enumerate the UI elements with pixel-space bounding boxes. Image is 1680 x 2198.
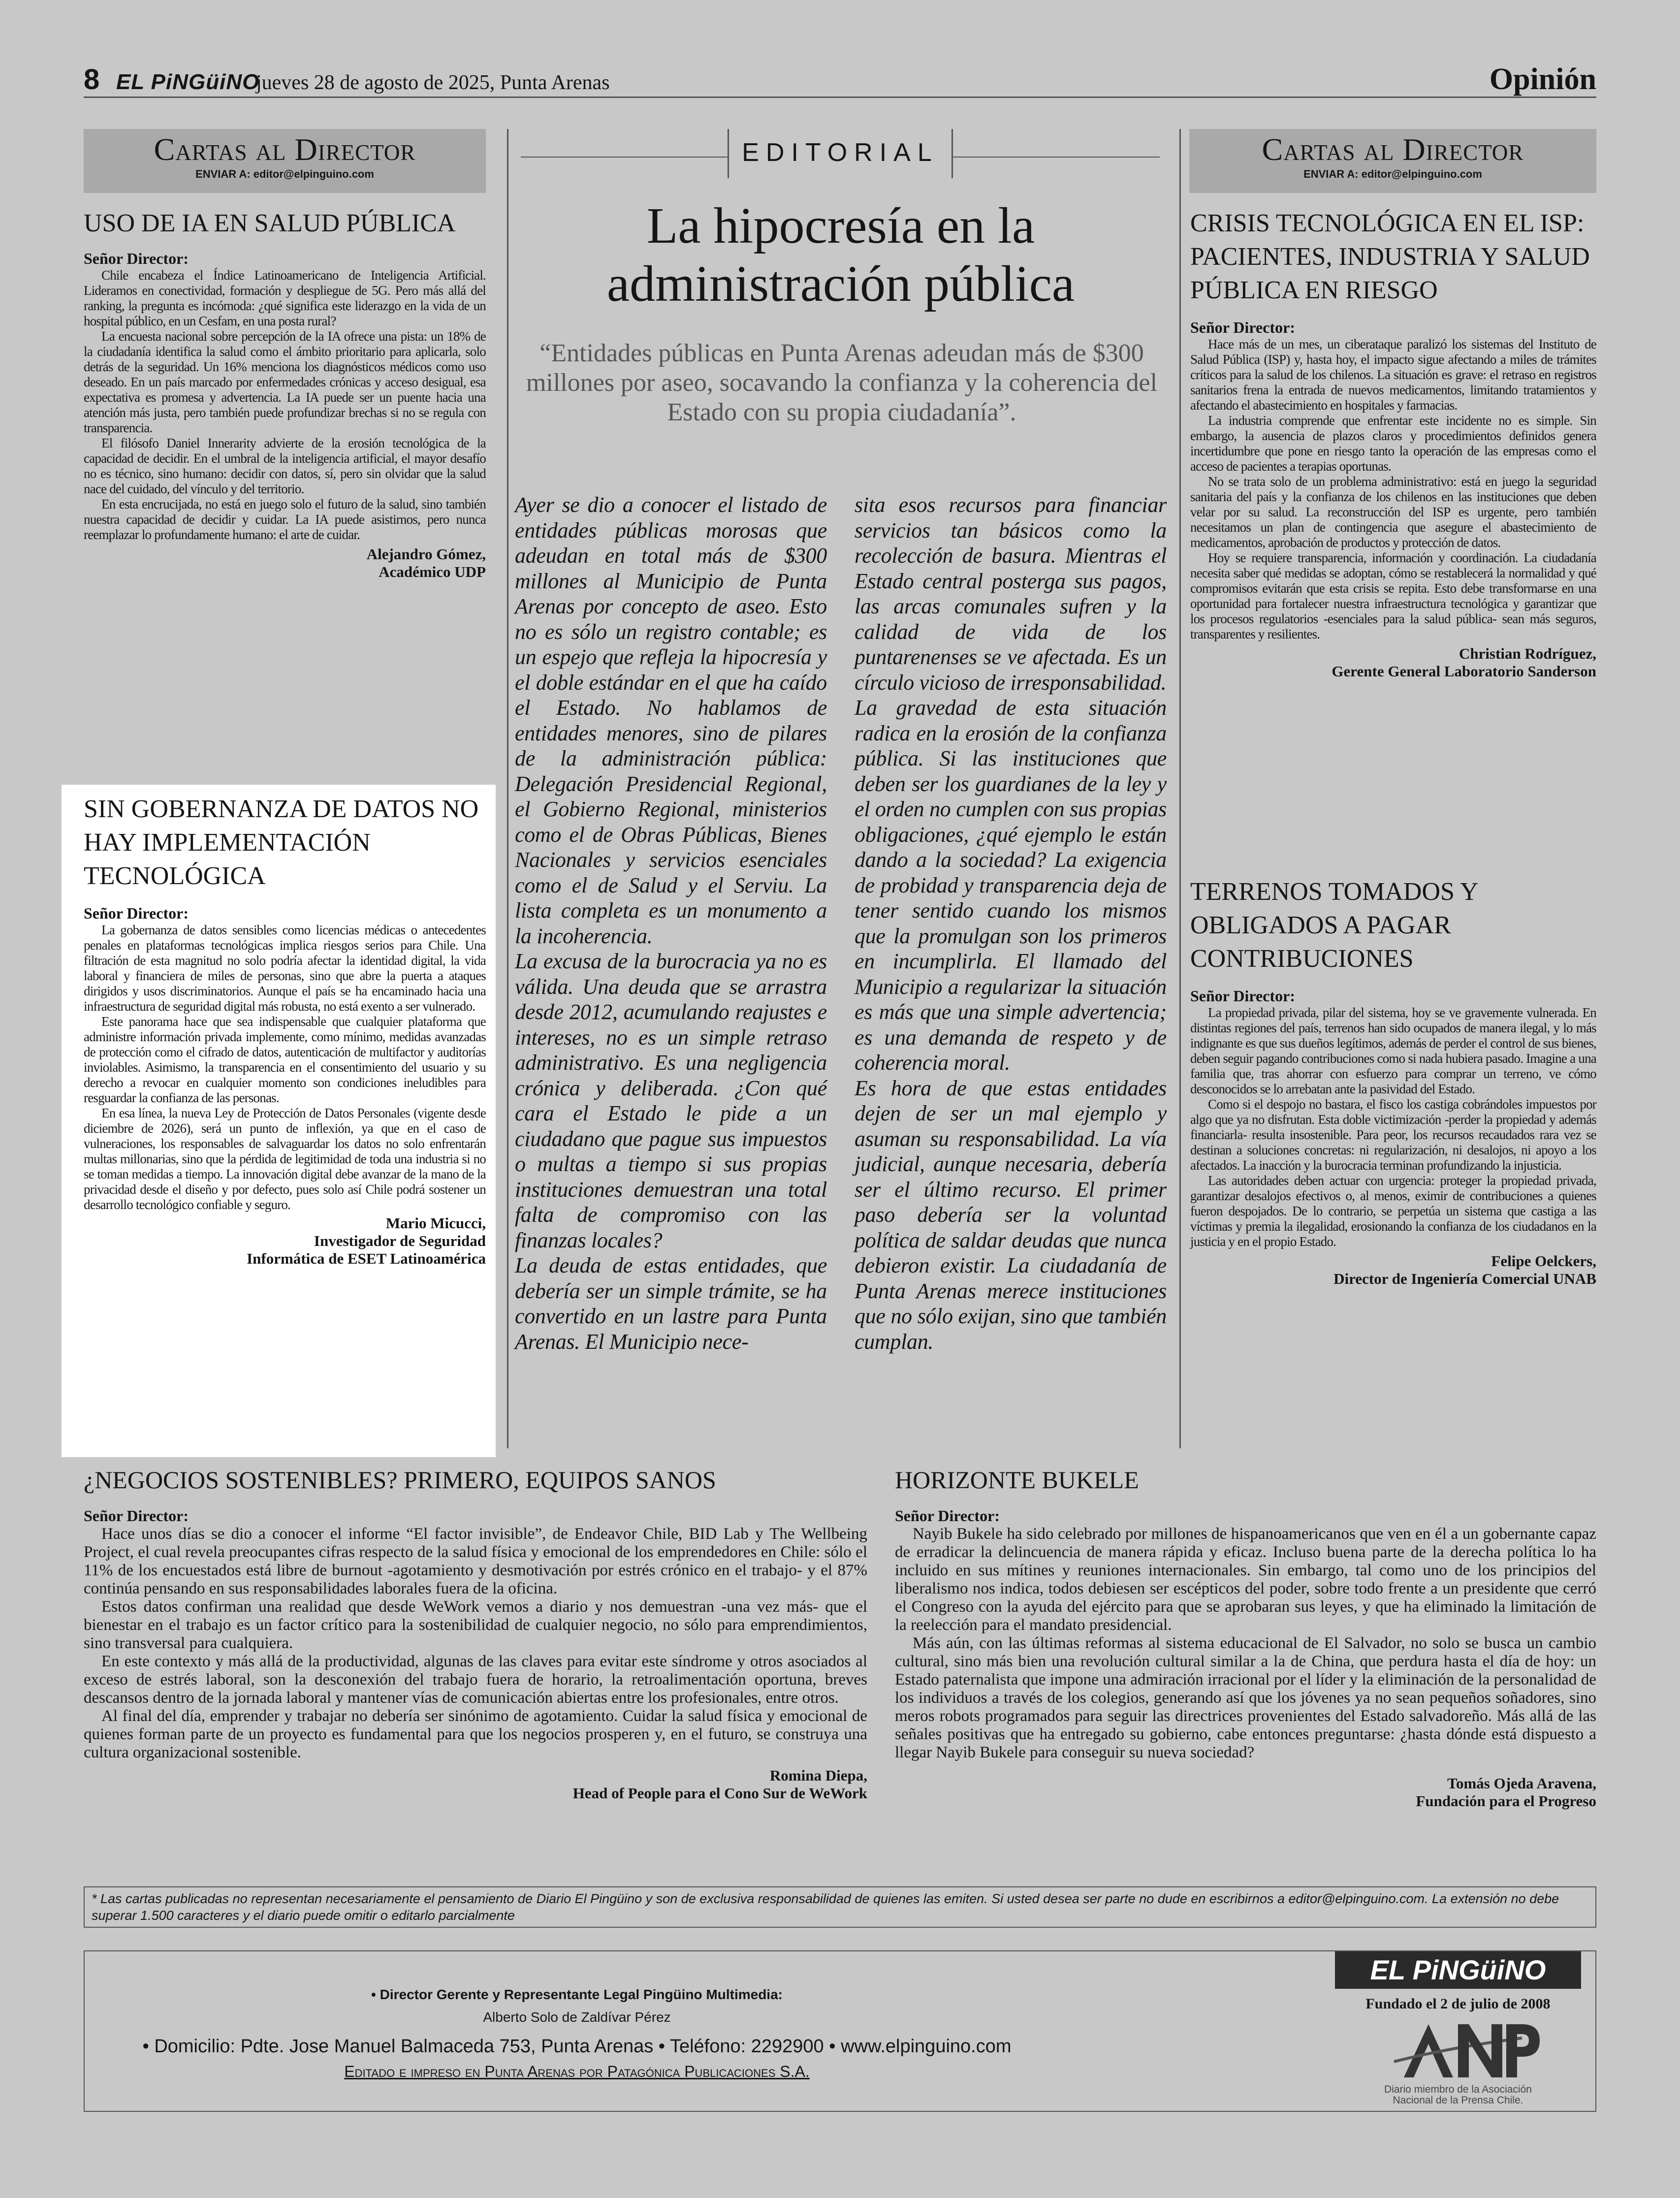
- letter-body: [895, 1525, 1596, 1762]
- salutation: Señor Director:: [895, 1507, 1000, 1525]
- editorial-rule-right: [953, 157, 1160, 158]
- signature-name: Tomás Ojeda Aravena,: [1447, 1775, 1596, 1792]
- cartas-email-left: ENVIAR A: editor@elpinguino.com: [195, 168, 374, 180]
- paragraph: Este panorama hace que sea indispensable que cualquier plataforma que administre información privada implemente, como mínimo, medidas avanzadas de protección como el cifrado de datos, autenticación de multifactor y auditorías inviolables. Asimismo, la transparencia en el consentimiento del usuario y su derecho a revocar en cualquier momento son condiciones ineludibles para resguardar la confianza de las personas.: [84, 1014, 486, 1105]
- signature-name: Mario Micucci,: [385, 1214, 486, 1232]
- cartas-title-right: Cartas al Director: [1262, 132, 1524, 167]
- paragraph: Como si el despojo no bastara, el fisco los castiga cobrándoles impuestos por algo que ya no disfrutan. Esta doble victimización -perder la propiedad y además financiarla- resulta insostenible. Para peor, los recursos recaudados rara vez se destinan a soluciones concretas: ni regularización, ni desalojos, ni apoyo a los afectados. La inacción y la burocracia terminan profundizando la injusticia.: [1190, 1097, 1596, 1173]
- salutation: Señor Director:: [1190, 987, 1295, 1005]
- letter-body: [84, 1525, 867, 1762]
- column-rule-left: [507, 129, 508, 1448]
- paragraph: sita esos recursos para financiar servicios tan básicos como la recolección de basura. Mientras el Estado central posterga sus pagos, las arcas comunales sufren y la calidad de vida de los puntarenenses se ve afectada. Es un círculo vicioso de irresponsabilidad.: [855, 493, 1167, 695]
- signature-role: Director de Ingeniería Comercial UNAB: [1333, 1270, 1596, 1287]
- brand-name: EL PiNGüiNO: [116, 70, 260, 94]
- cartas-email-right: ENVIAR A: editor@elpinguino.com: [1303, 168, 1482, 180]
- signature: [1190, 1252, 1596, 1288]
- signature-name: Felipe Oelckers,: [1491, 1252, 1596, 1270]
- salutation: Señor Director:: [1190, 319, 1295, 336]
- founded-date: Fundado el 2 de julio de 2008: [1365, 1996, 1551, 2012]
- paragraph: No se trata solo de un problema administrativo: está en juego la seguridad sanitaria del país y la confianza de los chilenos en las instituciones que deben velar por su salud. La reconstrucción del ISP es urgente, pero también necesitamos un plan de contingencia que asegure el abastecimiento de medicamentos, aprobación de productos y protección de datos.: [1190, 474, 1596, 550]
- cartas-header-right: [1189, 129, 1596, 193]
- editorial-column-2: [855, 492, 1167, 1354]
- disclaimer-box: [84, 1886, 1596, 1928]
- paragraph: La gobernanza de datos sensibles como licencias médicas o antecedentes penales en plataformas tecnológicas implica riesgos serios para Chile. Una filtración de esta magnitud no solo podría afectar la identidad digital, la vida laboral y financiera de miles de personas, sino que abre la puerta a ataques dirigidos y usos discriminatorios. Aunque el país se ha encaminado hacia una infraestructura de seguridad digital más robusta, no está exento a ser vulnerado.: [84, 923, 486, 1014]
- section-title: Opinión: [1489, 63, 1596, 96]
- letter-title: SIN GOBERNANZA DE DATOS NO HAY IMPLEMENTACIÓN TECNOLÓGICA: [84, 795, 479, 890]
- anp-logo-icon: [1374, 2018, 1542, 2082]
- editorial-column-1: [515, 492, 827, 1354]
- signature-org: Informática de ESET Latinoamérica: [247, 1250, 486, 1267]
- paragraph: Chile encabeza el Índice Latinoamericano de Inteligencia Artificial. Lideramos en conectividad, formación y despliegue de 5G. Pero más allá del ranking, la pregunta es incómoda: ¿qué significa este liderazgo en la vida de un hospital público, en un Cesfam, en una posta rural?: [84, 268, 486, 328]
- anp-caption: [1345, 2084, 1571, 2106]
- column-rule-right: [1179, 129, 1181, 1448]
- anp-caption-line: Nacional de la Prensa Chile.: [1393, 2095, 1523, 2106]
- letter-crisis-isp: [1190, 207, 1596, 680]
- cartas-title-left: Cartas al Director: [154, 132, 416, 167]
- paragraph: Es hora de que estas entidades dejen de ser un mal ejemplo y asuman su responsabilidad. La vía judicial, aunque necesaria, debería ser el último recurso. El primer paso debería ser la voluntad política de saldar deudas que nunca debieron existir. La ciudadanía de Punta Arenas merece instituciones que no sólo exijan, sino que también cumplan.: [855, 1076, 1167, 1354]
- anp-logo: [1374, 2018, 1542, 2082]
- paragraph: La encuesta nacional sobre percepción de la IA ofrece una pista: un 18% de la ciudadanía identifica la salud como el ámbito prioritario para aplicarla, solo detrás de la seguridad. Un 16% menciona los diagnósticos médicos como uso deseado. En un país marcado por enfermedades crónicas y acceso desigual, esa expectativa es promesa y advertencia. La IA puede ser un puente hacia una atención más justa, pero también puede profundizar brechas si no se regula con transparencia.: [84, 329, 486, 435]
- signature-name: Christian Rodríguez,: [1459, 645, 1596, 662]
- salutation: Señor Director:: [84, 250, 189, 267]
- paragraph: Al final del día, emprender y trabajar no debería ser sinónimo de agotamiento. Cuidar la salud física y emocional de quienes forman parte de un proyecto es fundamental para que los negocios prosperen y, en el futuro, se construya una cultura organizacional sostenible.: [84, 1707, 867, 1761]
- anp-caption-line: Diario miembro de la Asociación: [1384, 2084, 1532, 2095]
- letter-horizonte-bukele: [895, 1463, 1596, 1810]
- letter-terrenos-tomados: [1190, 875, 1596, 1288]
- signature-name: Alejandro Gómez,: [366, 545, 486, 563]
- editorial-rule-left: [521, 157, 728, 158]
- paragraph: Las autoridades deben actuar con urgencia: proteger la propiedad privada, garantizar desalojos efectivos o, al menos, eximir de contribuciones a quienes fueron despojados. De lo contrario, se perpetúa un sistema que castiga a las víctimas y premia la ilegalidad, erosionando la confianza de los ciudadanos en la justicia y en el propio Estado.: [1190, 1173, 1596, 1249]
- signature-role: Investigador de Seguridad: [314, 1232, 486, 1249]
- brand-logo: EL PiNGüiNO: [1335, 1951, 1581, 1989]
- paragraph: En este contexto y más allá de la productividad, algunas de las claves para evitar este síndrome y otros asociados al exceso de estrés laboral, son la desconexión del trabajo fuera de horario, la retroalimentación oportuna, breves descansos dentro de la jornada laboral y mantener vías de comunicación abiertas entre los profesionales, entre otros.: [84, 1653, 867, 1707]
- signature: [84, 1214, 486, 1268]
- signature: [895, 1775, 1596, 1810]
- director-name: Alberto Solo de Zaldívar Pérez: [483, 2009, 671, 2025]
- header-rule: [84, 96, 1596, 98]
- paragraph: La deuda de estas entidades, que debería ser un simple trámite, se ha convertido en un lastre para Punta Arenas. El Municipio nece-: [515, 1253, 827, 1354]
- director-label: • Director Gerente y Representante Legal Pingüino Multimedia:: [371, 1987, 783, 2002]
- paragraph: Hace más de un mes, un ciberataque paralizó los sistemas del Instituto de Salud Pública (ISP) y, hasta hoy, el impacto sigue afectando a miles de trámites críticos para la salud de los chilenos. La situación es grave: el retraso en registros sanitarios frena la entrada de nuevos medicamentos, limitando tratamientos y afectando el abastecimiento en hospitales y farmacias.: [1190, 337, 1596, 413]
- letter-body: [84, 268, 486, 542]
- signature-name: Romina Diepa,: [769, 1767, 867, 1784]
- letter-gobernanza-datos: [84, 793, 486, 1268]
- paragraph: En esta encrucijada, no está en juego solo el futuro de la salud, sino también nuestra capacidad de decidir y cuidar. La IA puede asistirnos, pero nunca reemplazar lo profundamente humano: el arte de cuidar.: [84, 497, 486, 542]
- signature: [84, 545, 486, 581]
- letter-negocios-sostenibles: [84, 1463, 867, 1802]
- salutation: Señor Director:: [84, 1507, 189, 1525]
- paragraph: La propiedad privada, pilar del sistema, hoy se ve gravemente vulnerada. En distintas regiones del país, terrenos han sido ocupados de manera ilegal, y lo más indignante es que sus dueños legítimos, además de perder el control de sus bienes, deben seguir pagando contribuciones como si nada hubiera pasado. Imagine a una familia que, tras ahorrar con esfuerzo para comprar un terreno, ve cómo desconocidos se lo arrebatan ante la pasividad del Estado.: [1190, 1005, 1596, 1096]
- footer-box: [84, 1950, 1596, 2112]
- signature-role: Head of People para el Cono Sur de WeWork: [572, 1784, 867, 1802]
- paragraph: Estos datos confirman una realidad que desde WeWork vemos a diario y nos demuestran -una vez más- que el bienestar en el trabajo es un factor crítico para la sostenibilidad de cualquier negocio, no sólo para emprendimientos, sino transversal para cualquiera.: [84, 1598, 867, 1652]
- letter-title: HORIZONTE BUKELE: [895, 1466, 1139, 1494]
- signature-role: Gerente General Laboratorio Sanderson: [1331, 663, 1596, 680]
- signature: [1190, 645, 1596, 680]
- editorial-label-box: [728, 129, 953, 178]
- cartas-header-left: [84, 129, 486, 193]
- salutation: Señor Director:: [84, 904, 189, 922]
- signature: [84, 1767, 867, 1802]
- signature-role: Fundación para el Progreso: [1416, 1792, 1596, 1810]
- letter-body: [84, 923, 486, 1212]
- letter-body: [1190, 337, 1596, 642]
- editorial-headline: La hipocresía en la administración pública: [606, 197, 1075, 312]
- letter-title: ¿NEGOCIOS SOSTENIBLES? PRIMERO, EQUIPOS SANOS: [84, 1466, 716, 1494]
- paragraph: Ayer se dio a conocer el listado de entidades públicas morosas que adeudan en total más de $300 millones al Municipio de Punta Arenas por concepto de aseo. Esto no es sólo un registro contable; es un espejo que refleja la hipocresía y el doble estándar en el que ha caído el Estado. No hablamos de entidades menores, sino de pilares de la administración pública: Delegación Presidencial Regional, el Gobierno Regional, ministerios como el de Obras Públicas, Bienes Nacionales y servicios esenciales como el de Salud y el Serviu. La lista completa es un monumento a la incoherencia.: [515, 493, 827, 948]
- letter-body: [1190, 1005, 1596, 1249]
- letter-title: USO DE IA EN SALUD PÚBLICA: [84, 209, 456, 237]
- paragraph: Más aún, con las últimas reformas al sistema educacional de El Salvador, no solo se busca un cambio cultural, sino más bien una revolución cultural similar a la de China, que perdura hasta el día de hoy: un Estado paternalista que impone una admiración irracional por el líder y la eliminación de la personalidad de los individuos a través de los colegios, generando así que los jóvenes ya no sean pequeños soñadores, sino meros robots programados para seguir las directrices provenientes del Estado salvadoreño. Más allá de las señales positivas que ha entregado su gobierno, cabe entonces preguntarse: ¿hasta dónde está dispuesto a llegar Nayib Bukele para conseguir su nueva sociedad?: [895, 1634, 1596, 1761]
- signature-role: Académico UDP: [379, 563, 486, 580]
- letter-title: CRISIS TECNOLÓGICA EN EL ISP: PACIENTES, INDUSTRIA Y SALUD PÚBLICA EN RIESGO: [1190, 209, 1590, 304]
- paragraph: En esa línea, la nueva Ley de Protección de Datos Personales (vigente desde diciembre de 2026), será un punto de inflexión, ya que en el caso de vulneraciones, los responsables de salvaguardar los datos no solo enfrentarán multas millonarias, sino que la pérdida de legitimidad de toda una industria si no se toman medidas a tiempo. La innovación digital debe avanzar de la mano de la privacidad desde el diseño y por defecto, pues solo así Chile podrá sostener un desarrollo tecnológico confiable y seguro.: [84, 1106, 486, 1212]
- paragraph: Hoy se requiere transparencia, información y coordinación. La ciudadanía necesita saber qué medidas se adoptan, cómo se restablecerá la normalidad y qué compromisos evitarán que esta crisis se repita. Esto debe transformarse en una oportunidad para fortalecer nuestra infraestructura tecnológica y garantizar que los procesos regulatorios -esenciales para la salud pública- sean más seguros, transparentes y resilientes.: [1190, 550, 1596, 641]
- paragraph: La excusa de la burocracia ya no es válida. Una deuda que se arrastra desde 2012, acumulando reajustes e intereses, no es un simple retraso administrativo. Es una negligencia crónica y deliberada. ¿Con qué cara el Estado le pide a un ciudadano que pague sus impuestos o multas a tiempo si sus propias instituciones demuestran una total falta de compromiso con las finanzas locales?: [515, 949, 827, 1252]
- date-line: jueves 28 de agosto de 2025, Punta Arenas: [256, 71, 610, 94]
- footer-address: • Domicilio: Pdte. Jose Manuel Balmaceda 753, Punta Arenas • Teléfono: 2292900 • www.elpinguino.com: [142, 2036, 1012, 2057]
- printed-by: Editado e impreso en Punta Arenas por Patagónica Publicaciones S.A.: [344, 2063, 810, 2080]
- letter-ia-salud: [84, 207, 486, 581]
- page-number: 8: [84, 64, 100, 96]
- editorial-label: EDITORIAL: [742, 138, 939, 167]
- paragraph: El filósofo Daniel Innerarity advierte de la erosión tecnológica de la capacidad de decidir. En el umbral de la inteligencia artificial, el mayor desafío no es técnico, sino humano: decidir con datos, sí, pero sin olvidar que la salud nace del cuidado, del vínculo y del territorio.: [84, 436, 486, 496]
- paragraph: La industria comprende que enfrentar este incidente no es simple. Sin embargo, la ausencia de plazos claros y procedimientos definidos genera incertidumbre que pone en riesgo tanto la operación de las empresas como el acceso de pacientes a terapias oportunas.: [1190, 413, 1596, 474]
- paragraph: La gravedad de esta situación radica en la erosión de la confianza pública. Si las instituciones que deben ser los guardianes de la ley y el orden no cumplen con sus propias obligaciones, ¿qué ejemplo le están dando a la sociedad? La exigencia de probidad y transparencia deja de tener sentido cuando los mismos que la promulgan son los primeros en incumplirla. El llamado del Municipio a regularizar la situación es más que una simple advertencia; es una demanda de respeto y de coherencia moral.: [855, 696, 1167, 1075]
- editorial-pull-quote: “Entidades públicas en Punta Arenas adeudan más de $300 millones por aseo, socavando la confianza y la coherencia del Estado con su propia ciudadanía”.: [526, 339, 1158, 426]
- paragraph: Hace unos días se dio a conocer el informe “El factor invisible”, de Endeavor Chile, BID Lab y The Wellbeing Project, el cual revela preocupantes cifras respecto de la salud física y emocional de los emprendedores en Chile: sólo el 11% de los encuestados está libre de burnout -agotamiento y desmotivación por estrés crónico en el trabajo- y el 87% continúa pensando en sus responsabilidades laborales fuera de la oficina.: [84, 1525, 867, 1597]
- letter-title: TERRENOS TOMADOS Y OBLIGADOS A PAGAR CONTRIBUCIONES: [1190, 878, 1478, 973]
- paragraph: Nayib Bukele ha sido celebrado por millones de hispanoamericanos que ven en él a un gobernante capaz de erradicar la delincuencia de manera rápida y eficaz. Incluso buena parte de la derecha política lo ha incluido en sus mítines y reuniones internacionales. Sin embargo, tal como uno de los principios del liberalismo nos indica, todos debiesen ser escépticos del poder, sobre todo frente a un presidente que cerró el Congreso con la ayuda del ejército para que se aprobaran sus leyes, y que ha eliminado la limitación de la reelección para el mandato presidencial.: [895, 1525, 1596, 1634]
- disclaimer-text: * Las cartas publicadas no representan necesariamente el pensamiento de Diario El Pingüino y son de exclusiva responsabilidad de quienes las emiten. Si usted desea ser parte no dude en escribirnos a editor@elpinguino.com. La extensión no debe superar 1.500 caracteres y el diario puede omitir o editarlo parcialmente: [92, 1891, 1559, 1923]
